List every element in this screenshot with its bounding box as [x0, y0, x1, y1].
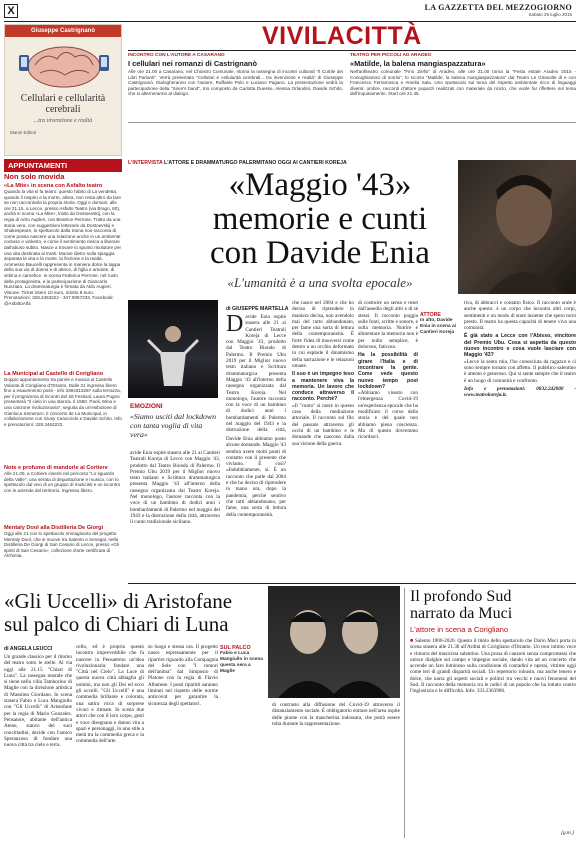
main-col-2	[226, 436, 286, 578]
list-item-text: Doppio appuntamento tra parole e musica al Castello Volante di Corigliano d'Otranto. Dalle 21 ingresso libero fino a esaurimento posti - info 3394313287 sulla terrazza, per il programma di incontri del Sit Festival, Laura Pugno presenterà "Il cielo in una stanza. Il 1960. Paoli, Mina e una canzone rivoluzionaria", seguita da un'esibizione di Gianluca Semeraro. Il concerto de La Municipal, in collaborazione con Giusy Caracciolo e Davide Schito. Info e prenotazioni: 328.2463222.	[4, 377, 122, 427]
sul-palco-text: Fabio e Luca Mangiullo in scena questa sera a Maglie	[220, 651, 263, 674]
bottom-col-3: so luogo e stessa ora. Il progetto nasce espressamente per il ripartire riguardo alla Compagnia del Sole con "I rumori dell'anima" dal Simposio di Platone con la regia di Flavio Albanese. I posti ripartiti saranno limitati nel rispetto delle norme anticovid per garantire la sicurezza degli spettatori.	[148, 644, 218, 707]
main-kicker	[128, 160, 458, 166]
question-3: È già stato a Lecce con l'Abisso, vincitore del Premio Ubu. Cosa si aspetta da questo nuovo incontro e cosa vuole lasciare con Maggio '43?	[464, 333, 576, 359]
bottom-byline: di ANGELA LEUCCI	[4, 646, 53, 652]
list-item	[4, 465, 122, 521]
right-bottom-headline	[410, 588, 576, 622]
list-item	[4, 183, 122, 367]
right-bottom-headline-line-1: Il profondo Sud	[410, 588, 512, 605]
actor-portrait-photo	[458, 160, 576, 294]
issue-date: Sabato 25 luglio 2015	[528, 12, 572, 17]
main-col-4-text: di costruire un senso e reset dall'assedio degli altri e di sé stessi. Il racconto poggia sulle fonti, scritte e sonore, e sulla memoria. Nutrire e alimentare la memoria non è per nulla semplice, è doloroso, faticoso.	[358, 300, 418, 351]
bullet-icon: ■	[410, 638, 415, 644]
main-kicker-text: L'ATTORE E DRAMMATURGO PALERMITANO OGGI AI CANTIERI KOREJA	[164, 160, 347, 166]
bottom-headline	[4, 590, 264, 636]
bottom-col-4: di contrasto alla diffusione del Covid-19 attraverso il distanziamento sociale. È obbligatorio entrare nell'area ospite delle piume con la mascherina indossata, che potrà essere tolta durante la rappresentazione.	[272, 702, 400, 727]
list-item-title: La Municipal al Castello di Corigliano	[4, 371, 104, 377]
main-headline-line-2: memorie e cunti	[212, 201, 428, 237]
bottom-col-2: cello, ed è proprio questo incontro imprevedibile che fa nascere in Pensaterno un'idea rivoluzionaria: fondare una "Città nel Cielo". La Luce di questa nuova città abbaglia gli uomini, ma non gli Dei ed ecco gli uccelli. "Gli Uccelli" è una commedia brillante e colorata, una satira ricca di sorprese vivaci e ritmate. In scena due attori che con il loro corpo, gesti e voce disegnano e danno vita a spazi e personaggi, in uno stile a metà tra la commedia greca e la commedia dell'arte.	[76, 644, 144, 745]
main-col-3	[292, 300, 354, 578]
list-item-title: «La Mite» in scena con Asfalto teatro	[4, 183, 103, 189]
right-bottom-headline-line-2: narrato da Muci	[410, 605, 513, 622]
top-news-left-text: Alle ore 21.00 a Casarano, nel Chiostro Comunale, ritorna la rassegna di incontri culturali "Il Cortile dei Libri Parlanti". Verrà presentato "Cellulari e cellularità cerebrali... tra invenzione e realtà" di Giuseppe Castrignanò. Dialogheranno con l'autore, Raffaele Polo e Luciano Pagano. La presentazione vedrà la partecipazione della "Siren's band", trio composto da Carlotta Duesse, Alessia Orlandini, Davide Schito, che si alterneranno al dialogo.	[128, 69, 343, 97]
list-item-text: Oggi alle 21 con lo spettacolo Immaginaria del progetto Mentaly Dool, che si muove tra Salento e Senegal, nella Distilleria De Giorgi di San Cesario di Lecce, presso «Gli spiriti di San Cesario», collezione d'arte certificata di Alchimia.	[4, 531, 119, 559]
list-item	[4, 525, 122, 571]
right-bottom-text	[410, 638, 576, 830]
main-col-5	[464, 300, 576, 578]
sul-palco-label: SUL PALCO	[220, 645, 251, 651]
top-news-left-headline: I cellulari nei romanzi di Castrignanò	[128, 59, 257, 68]
main-info: Info e prenotazioni: 0832.242000 - www.teatrokoreja.it.	[464, 385, 576, 399]
right-bottom-signature: [g.m.]	[561, 830, 574, 836]
twins-photo	[268, 586, 400, 698]
list-item-text: Quando la vita si fa teatro: questo l'abito di La vendetta, quando il respiro e la morte, allora, non resta altro da fare se non raccontarla la propria storia. Oggi e domani, alle ore 21.15, a Lecce, presso Asfalto Teatro (via Brago, 60), andrà in scena «La Mite», tratto da Dostoevskij, con la regia di Adro Aupleri, con Beatrice Perrone. Tratto da una storia vera, con suggestioni letterarie da Dostoevskij e Shakespeare, lo spettacolo dalla trama noir racconta di come possa nascere una relazione anche in un ambiente contuso e violento, e come il sentimento riesca a liberare dall'abuso subito. Nasce a trovare lo spunto risolutore per una vita destinata ai tranti. Muove dietro sulla spiaggia separata la vita e la morte, la finzione e la realtà. Ammesso Baucelli rappresenta in maniera dolce la tappa della sua via di donna e di attrice, di figlia e amante, di vittima e carnefice. In scena Federica Perrone, nel ruolo della protagonista, e la partecipazione di Giancarlo Nunziato. La drammaturgia è firmata da Aldo Augieri. Visione. Ticket intero 10 euro, ridotto 8 euro. Prenotazioni: 328.2463222 - 347.9057233, Facebook: @AsfaltoAlfa	[4, 189, 122, 306]
main-col-4	[358, 300, 418, 578]
actor-caption-text: In alto, Davide Enia in scena ai Cantieri Koreja	[420, 318, 456, 335]
top-news-left	[128, 53, 343, 97]
main-col-2b-text: avide Enia ospite stasera alle 21 ai Cantieri Teatrali Koreja di Lecce con Maggio '43, prodotto dal Teatro Biondo di Palermo. Il Premio Ubu 2019 per il Miglior nuovo testo italiano e Scrittura drammaturgica presenta Maggio '43 all'interno della rassegna organizzata dal Teatro Koreja. Nel monologo, l'autore racconta con la voce di un bambino di dodici anni i bombardamenti di Palermo nel maggio del 1943 e la distruzione della città, attraverso il cunto tradizionale siciliano.	[130, 450, 220, 526]
book-author: Giuseppe Castrignanò	[5, 25, 121, 37]
question-2: Ha la possibilità di girare l'Italia e di incontrare la gente. Come vede questo nuovo tempo post lockdown?	[358, 352, 418, 390]
list-item-text: Alle 21.00, a Cortiere inseriti nel percorso "Lo sguardo della Valle", una serata di degustazione e musica, con lo spettacolo dal vivo di un gruppo di musicisti e un incontro con le aziende del territorio. Ingresso libero.	[4, 471, 121, 493]
stage-photo	[128, 300, 218, 398]
emozioni-box	[130, 403, 218, 439]
top-news-right-text: Nell'anfiteatro comunale "Fino Ziello" di Aradeo, alle ore 21.00 torna la "Festa estate Aradeo 2015 - Coniughiamoci di sorrisi", lo scorso "Matilde, la balena mangiaspazzatura" dal Teatro Le Giravolte di e con Francesco Ferramosca e Amelia Sala. Uno spettacolo sul tema del rispetto ambientale ricco di linguaggi diversi: ombre, racconti d'attore pupazzi realizzati con materiale da riciclo, che vuole far riflettere sul tema dell'inquinamento. Start ore 21.45.	[350, 69, 576, 97]
actor-silhouette-icon	[458, 160, 576, 294]
main-headline	[175, 168, 465, 270]
top-news-left-kicker: INCONTRO CON L'AUTORE A CASARANO	[128, 53, 225, 58]
top-news-right-kicker: TEATRO PER PICCOLI AD ARADEO	[350, 53, 432, 58]
book-publisher: Manni Editori	[10, 130, 37, 135]
main-col-2-text: Davide Enia abbiamo posto alcune domande. Maggio '43 sembra avere molti punti di contatto con il presente che viviamo. È così? «Indubbiamente, sì. È un racconto che parte dal 2004 e che ho deciso di riprendere in mano ora, dopo la pandemia, perché sentivo che tutti abbandonano, per fame, una sorta di lettura della contemporaneità.	[226, 436, 286, 518]
answer-1: «Il "cunto" si nutre in questo caso della mediazione attoriale. Il racconto sul filo del passato attraversa gli occhi di un bambino e le domande che nascono dalla sua visione della guerra.	[292, 402, 354, 447]
right-bottom-text-body: Salento 1900-2020. Questo il titolo dello spettacolo che Dario Muci porta in scena stasera alle 21.30 all'Ardità di Corigliano d'Otranto. Un tour intimo voce e chitarra del musicista salentino. Una prosa di canzoni senza compromessi che unisce dialghie sul campo e impegno sociale, dando vita ad un concerto che accende un faro luminoso sulla condizione di contadini e operai, vittime oggi come ieri di grandi disparità sociali. Un repertorio robusto, ma anche tenero e dolce, che narra gli aspetti sociali e politici tra vecchi e nuovi fenomeni del Sud. Il racconto della memoria tra le radici di un popolo che ha lottato contro l'ingiustizia e le difficoltà. Info: 333.2363986.	[410, 638, 576, 695]
main-col-1	[226, 314, 286, 434]
book-subtitle: ...tra invenzione e realtà	[33, 118, 93, 124]
answer-2: «Abbiamo vissuto con l'emergenza Covid-19 un'esperienza epocale che ha modificato il corso della storia e del quale non abbiamo piena coscienza. Ma di questo dovremmo ricordarci.	[358, 390, 418, 441]
actor-caption	[420, 312, 458, 336]
twins-figure-icon	[268, 586, 400, 698]
appuntamenti-header: APPUNTAMENTI	[4, 159, 122, 172]
main-col-5-text: tiva, di abbracci e contatto fisico. Il racconto orale è anche questo: è un corpo che incontra altri corpi, sentimenti e un modo di stare insieme che spero torni presto. Il teatro ha questa capacità di tenere viva una comunità.	[464, 300, 576, 332]
book-title: Cellulari e cellularità cerebrali	[20, 93, 106, 115]
emozioni-quote: «Siamo usciti dal lockdown con tanta voglia di vita vera»	[130, 412, 216, 439]
drop-cap: D	[226, 314, 244, 337]
bottom-headline-line-1: «Gli Uccelli» di Aristofane	[4, 589, 233, 613]
section-title: VIVILACITTÀ	[262, 22, 422, 50]
right-bottom-subheadline: L'attore in scena a Corigliano	[410, 625, 509, 634]
main-subheadline: «L'umanità è a una svolta epocale»	[227, 275, 413, 290]
section-letter: X	[4, 4, 18, 18]
main-col-3-text: che nasce nel 2004 e che ho deciso di riprendere in maniera decisa, non avendolo mai del tutto abbandonato, per fame una sorta di lettura della contemporaneità. È forte l'idea di muoversi come dentro a un occhio deformato in cui esplode il dinamismo della narrazione e le relazioni umane.	[292, 300, 354, 369]
sul-palco-box	[220, 645, 266, 675]
bottom-headline-line-2: sul palco di Chiari di Luna	[4, 612, 229, 636]
brain-illustration-icon	[5, 37, 122, 91]
main-kicker-label: L'INTERVISTA	[128, 160, 163, 166]
main-byline: di GIUSEPPE MARTELLA	[226, 306, 289, 312]
question-1: Il suo è un impegno teso a mantenere viva la memoria. Un lavoro che conduce attraverso il racconto. Perché?	[292, 371, 354, 403]
emozioni-label: EMOZIONI	[130, 403, 163, 410]
main-headline-line-3: con Davide Enia	[210, 235, 430, 271]
main-col-1-text: avide Enia ospite stasera alle 21 ai Cantieri Teatrali Koreja di Lecce con Maggio '43, prodotto dal Teatro Biondo di Palermo. Il Premio Ubu 2019 per il Miglior nuovo testo italiano e Scrittura drammaturgica presenta Maggio '43 all'interno della rassegna organizzata dal Teatro Koreja. Nel monologo, l'autore racconta con la voce di un bambino di dodici anni i bombardamenti di Palermo nel maggio del 1943 e la distruzione della città,	[226, 314, 286, 434]
list-item	[4, 371, 122, 461]
top-news-right-headline: «Matilde, la balena mangiaspazzatura»	[350, 59, 486, 68]
main-headline-line-1: «Maggio '43»	[228, 167, 412, 203]
bottom-col-1: Un grande classico per il ritorno del teatro sotto le stelle. Al via oggi alle 21.15 "Chiari di Luna". La rassegna teatrale che si tiene nella villa Tamborino di Maglie con la direzione artistica di Massimo Giordano. In scena stasera Fabio e Luca Mangiullo con "Gli Uccelli" di Aristofane per la regia di Mario Gonzalez. Pensatore, abitante dell'antica Atene, stanco dei suoi concittadini, decide con l'amico Speranzoso di fondare una nuova città tra cielo e terra.	[4, 654, 72, 749]
paper-name: LA GAZZETTA DEL MEZZOGIORNO	[424, 3, 572, 12]
answer-3: «Lecce la sento mia, l'ho conosciuta da ragazzo e ci sono sempre tornato con affetto. Il pubblico salentino è attento e generoso. Qui si sente sempre che il teatro è un luogo di comunità e confronto.	[464, 358, 576, 384]
stage-figure-icon	[128, 300, 218, 398]
list-item-title: Note e profumo di mandorle al Cortiere	[4, 465, 108, 471]
book-advert	[4, 24, 122, 156]
actor-caption-label: ATTORE	[420, 312, 441, 318]
main-col-2b	[130, 450, 220, 578]
appuntamenti-subheader: Non solo movida	[4, 172, 65, 181]
top-news-right	[350, 53, 576, 97]
list-item-title: Mentaly Dool alla Distilleria De Giorgi	[4, 525, 104, 531]
appuntamenti-list	[4, 183, 122, 583]
